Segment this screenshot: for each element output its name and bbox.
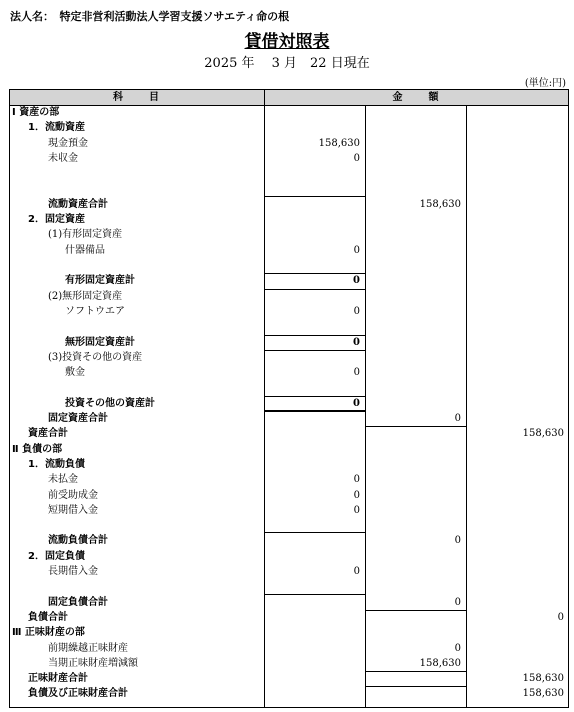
subtotal-rule [265,532,366,533]
row-label: 正味財産合計 [28,673,88,685]
subtotal-rule [265,289,365,290]
row-label: 長期借入金 [48,566,98,577]
subtotal-rule [265,396,365,397]
row-label: 什器備品 [65,244,105,256]
header-account: 科 目 [10,90,264,106]
subtotal-rule [265,335,365,336]
row-label: 有形固定資産計 [65,275,135,287]
row-label: 1．流動資産 [28,122,85,134]
amount-c1: 158,630 [318,137,360,149]
header-amount: 金 額 [265,90,568,106]
row-label: 資産合計 [28,428,68,440]
row-label: 流動資産合計 [48,198,108,210]
row-label: 敷金 [65,367,85,379]
row-label: 未払金 [48,474,78,486]
amount-c3: 158,630 [522,428,564,440]
subtotal-rule [265,273,365,274]
amount-c2: 158,630 [419,657,461,669]
subtotal-rule [366,426,467,427]
subtotal-rule [265,594,366,595]
amount-c3: 158,630 [522,673,564,685]
subtotal-rule [366,610,467,611]
page-title: 貸借対照表 [244,32,330,52]
subtotal-rule [265,350,365,351]
row-label: 無形固定資産計 [65,336,135,348]
row-label: ソフトウエア [65,305,125,317]
row-label: 2．固定負債 [28,550,85,562]
row-label: 前期繰越正味財産 [48,642,128,654]
unit-label: (単位:円) [524,78,566,89]
row-label: 流動負債合計 [48,535,108,547]
amount-c1: 0 [353,367,360,379]
row-label: 固定資産合計 [48,413,108,424]
subtotal-rule [366,686,467,687]
report-date: 2025 年 3 月 22 日現在 [204,56,370,71]
amount-c1: 0 [353,305,360,317]
amount-c3: 0 [557,611,564,623]
corporation-name: 法人名： 特定非営利活動法人学習支援ソサエティ命の根 [10,10,290,23]
row-label: 負債及び正味財産合計 [28,688,128,700]
amount-c1: 0 [353,566,360,577]
row-label: 固定負債合計 [48,596,108,608]
row-label: 前受助成金 [48,489,98,501]
amount-c2: 0 [454,642,461,654]
amount-c2: 0 [454,535,461,547]
balance-sheet-table [9,89,569,708]
amount-c1: 0 [353,244,360,256]
row-label: Ⅲ 正味財産の部 [12,627,85,639]
row-label: 未収金 [48,152,78,164]
amount-c2: 0 [454,413,461,424]
subtotal-rule [366,671,467,672]
row-label: (2)無形固定資産 [48,290,123,302]
row-label: 当期正味財産増減額 [48,657,138,669]
amount-c1: 0 [353,152,360,164]
amount-c1: 0 [353,504,360,516]
row-label: 投資その他の資産計 [65,397,155,409]
row-label: (3)投資その他の資産 [48,351,143,363]
amount-c3: 158,630 [522,688,564,700]
amount-c1: 0 [353,397,360,409]
row-label: 現金預金 [48,137,88,149]
subtotal-rule [265,411,365,412]
amount-c1: 0 [353,474,360,486]
subtotal-rule [265,410,366,411]
row-label: Ⅰ 資産の部 [12,107,60,118]
amount-c1: 0 [353,336,360,348]
row-label: 1．流動負債 [28,458,85,470]
row-label: 2．固定資産 [28,214,85,226]
amount-c1: 0 [353,275,360,287]
row-label: 短期借入金 [48,504,98,516]
amount-c2: 0 [454,596,461,608]
row-label: 負債合計 [28,611,68,623]
amount-c2: 158,630 [419,198,461,210]
subtotal-rule [265,196,366,197]
row-label: Ⅱ 負債の部 [12,443,63,455]
row-label: (1)有形固定資産 [48,229,123,241]
amount-c1: 0 [353,489,360,501]
